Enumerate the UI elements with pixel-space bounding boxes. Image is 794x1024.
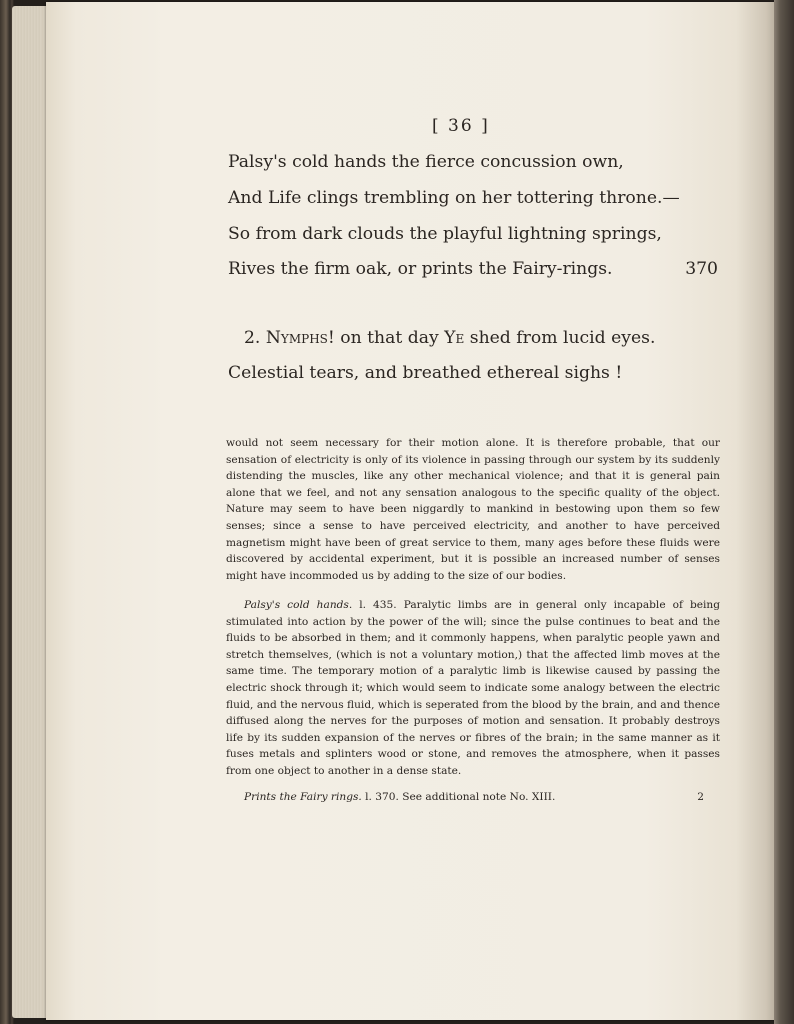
verse-line-2 [228, 190, 718, 207]
verse-line-4 [228, 261, 718, 278]
verse-prefix: 2. [244, 328, 266, 348]
footnote-lead: Palsy's cold hands. [244, 599, 353, 611]
footnote-ref: l. 435. [352, 599, 404, 611]
verse-text: Celestial tears, and breathed ethereal sighs ! [228, 363, 623, 383]
verse-text: And Life clings trembling on her tottering throne.— [228, 188, 680, 208]
verse-text: So from dark clouds the playful lightning springs, [228, 224, 662, 244]
verse-text: Rives the firm oak, or prints the Fairy-rings. [228, 259, 613, 279]
page-number: [ 36 ] [432, 116, 490, 136]
verse-nymphs: Nymphs [265, 328, 328, 348]
verse-line-6 [228, 365, 718, 382]
verse-line-5 [244, 330, 734, 347]
verse-text: Palsy's cold hands the fierce concussion own, [228, 152, 624, 172]
footnote-body: Paralytic limbs are in general only incapable of being stimulated into action by the power of the will; since the pulse continues to beat and the fluids to be absorbed in them; and it commonly happens, when paralytic people yawn and stretch themselves, (which is not a voluntary motion,) that the affected limb moves at the same time. The temporary motion of a paralytic limb is likewise caused by passing the electric shock through it; which would seem to indicate some analogy between the electric fluid, and the nervous fluid, which is seperated from the blood by the brain, and and thence diffused along the nerves for the purposes of motion and sensation. It probably destroys life by its sudden expansion of the nerves or fibres of the brain; in the same manner as it fuses metals and splinters wood or stone, and removes the atmosphere, when it passes from one object to another in a dense state. [226, 599, 720, 777]
footnote-body: l. 370. See additional note No. XIII. [361, 791, 556, 803]
line-number: 370 [685, 259, 718, 279]
signature-mark: 2 [697, 791, 704, 803]
footnote-palsy [226, 597, 720, 780]
verse-rest: shed from lucid eyes. [464, 328, 656, 348]
verse-line-1 [228, 154, 718, 171]
footnote-continuation: would not seem necessary for their motion alone. It is therefore probable, that our sensation of electricity is only of its violence in passing through our system by its suddenly distending the muscles, like any other mechanical violence; and that it is general pain alone that we feel, and not any sensation analogous to the specific quality of the object. Nature may seem to have been niggardly to mankind in bestowing upon them so few senses; since a sense to have perceived electricity, and another to have perceived magnetism might have been of great service to them, many ages before these fluids were discovered by accidental experiment, but it is possible an increased number of senses might have incommoded us by adding to the size of our bodies. [226, 437, 720, 582]
footnote-fairy-rings [244, 791, 710, 803]
footnote-lead: Prints the Fairy rings. [244, 791, 362, 803]
verse-line-3 [228, 226, 718, 243]
verse-mid: ! on that day [327, 328, 445, 348]
verse-ye: Ye [444, 328, 465, 348]
